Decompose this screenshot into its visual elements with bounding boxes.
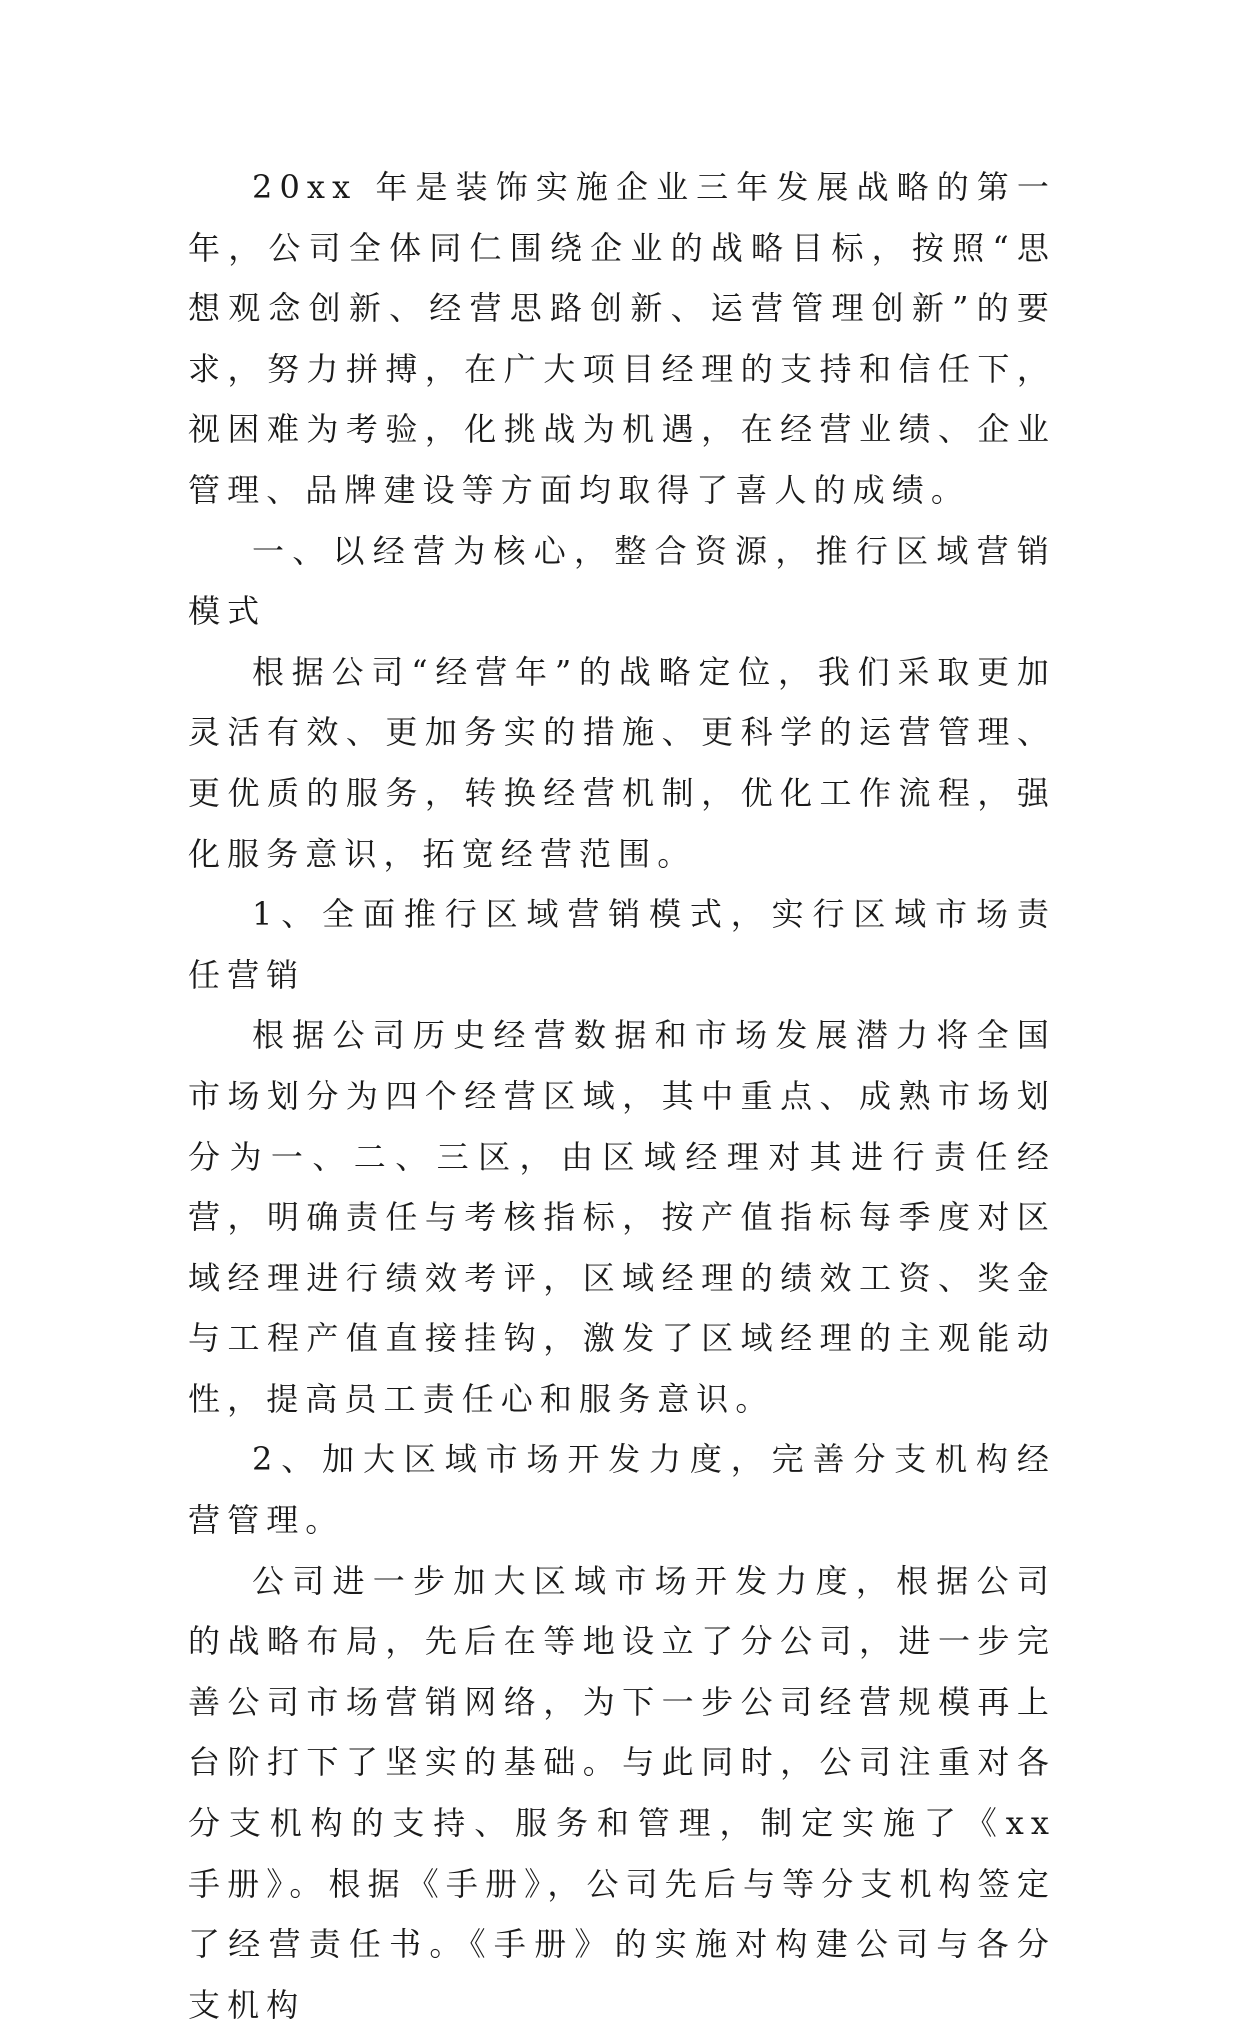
section-heading-1: 一、以经营为核心，整合资源，推行区域营销模式: [188, 531, 1056, 631]
subsection-heading-2: 2、加大区域市场开发力度，完善分支机构经营管理。: [188, 1440, 1056, 1540]
document-body: [188, 157, 1056, 2035]
paragraph-branch-management: 公司进一步加大区域市场开发力度，根据公司的战略布局，先后在等地设立了分公司，进一步完善公司市场营销网络，为下一步公司经营规模再上台阶打下了坚实的基础。与此同时，公司注重对各分支机构的支持、服务和管理，制定实施了《xx 手册》。根据《手册》，公司先后与等分支机构签定了经营责任书。《手册》的实施对构建公司与各分支机构: [188, 1561, 1056, 2024]
paragraph-regional-marketing: 根据公司历史经营数据和市场发展潜力将全国市场划分为四个经营区域，其中重点、成熟市场划分为一、二、三区，由区域经理对其进行责任经营，明确责任与考核指标，按产值指标每季度对区域经理进行绩效考评，区域经理的绩效工资、奖金与工程产值直接挂钩，激发了区域经理的主观能动性，提高员工责任心和服务意识。: [188, 1016, 1056, 1418]
paragraph-intro: 20xx 年是装饰实施企业三年发展战略的第一年，公司全体同仁围绕企业的战略目标，按照“思想观念创新、经营思路创新、运营管理创新”的要求，努力拼搏，在广大项目经理的支持和信任下，视困难为考验，化挑战为机遇，在经营业绩、企业管理、品牌建设等方面均取得了喜人的成绩。: [188, 168, 1056, 509]
paragraph-strategy: 根据公司“经营年”的战略定位，我们采取更加灵活有效、更加务实的措施、更科学的运营管理、更优质的服务，转换经营机制，优化工作流程，强化服务意识，拓宽经营范围。: [188, 652, 1056, 873]
subsection-heading-1: 1、全面推行区域营销模式，实行区域市场责任营销: [188, 895, 1056, 994]
